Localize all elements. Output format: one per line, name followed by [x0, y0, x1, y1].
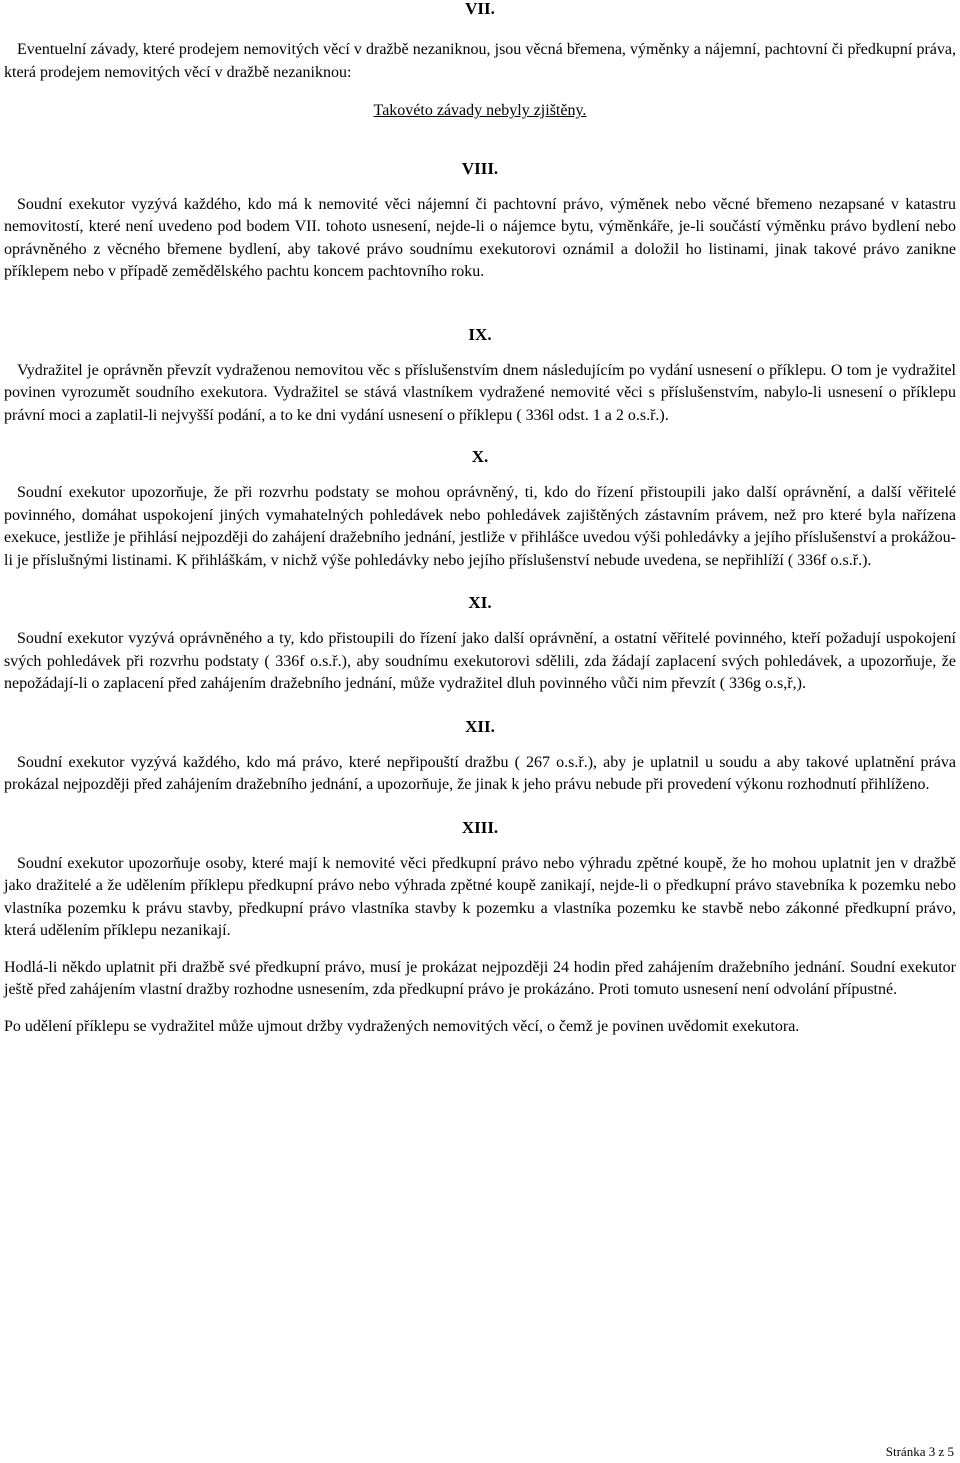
section-ix-paragraph: Vydražitel je oprávněn převzít vydraženou nemovitou věc s příslušenstvím dnem následujícím po vydání usnesení o příklepu. O tom je vydražitel povinen vyrozumět soudního exekutora. Vydražitel se stává vlastníkem vydražené nemovité věci s příslušenstvím, nabylo-li usnesení o příklepu právní moci a zaplatil-li nejvyšší podání, a to ke dni vydání usnesení o příklepu ( 336l odst. 1 a 2 o.s.ř.).: [4, 361, 956, 424]
section-ix: [4, 324, 956, 428]
section-heading-viii: VIII.: [461, 158, 499, 178]
section-xii-paragraph: Soudní exekutor vyzývá každého, kdo má právo, které nepřipouští dražbu ( 267 o.s.ř.), aby je uplatnil u soudu a aby takové uplatnění práva prokázal nejpozději před zahájením dražebního jednání, a upozorňuje, že jinak k jeho právu nebude při provedení výkonu rozhodnutí přihlíženo.: [4, 753, 956, 793]
section-heading-vii: VII.: [465, 0, 495, 18]
section-x: [4, 446, 956, 572]
section-xi: [4, 592, 956, 696]
page-number-footer: Stránka 3 z 5: [885, 1444, 954, 1459]
section-heading-ix: IX.: [468, 324, 492, 344]
section-viii-paragraph: Soudní exekutor vyzývá každého, kdo má k nemovité věci nájemní či pachtovní právo, výměnek nebo věcné břemeno nezapsané v katastru nemovitostí, které není uvedeno pod bodem VII. tohoto usnesení, nejde-li o nájemce bytu, výměnkáře, je-li součástí výměnku právo bydlení nebo oprávněného z věcného břemene bydlení, aby takové právo soudnímu exekutorovi oznámil a doložil ho listinami, jinak takové právo zanikne příklepem nebo v případě zemědělského pachtu koncem pachtovního roku.: [4, 195, 956, 280]
section-viii: [4, 158, 956, 284]
section-xiii-paragraph-1: Soudní exekutor upozorňuje osoby, které mají k nemovité věci předkupní právo nebo výhradu zpětné koupě, že ho mohou uplatnit jen v dražbě jako dražitelé a že udělením příklepu předkupní právo nebo výhrada zpětné koupě zanikají, nejde-li o předkupní právo stavebníka k pozemku nebo vlastníka pozemku k právu stavby, předkupní právo vlastníka stavby k pozemku a vlastníka pozemku ke stavbě nebo zákonné předkupní právo, která udělením příklepu nezanikají.: [4, 854, 956, 939]
section-xiii: [4, 817, 956, 1039]
section-vii-finding: Takovéto závady nebyly zjištěny.: [373, 102, 587, 119]
section-heading-xii: XII.: [465, 716, 495, 736]
section-heading-x: X.: [471, 447, 489, 466]
section-xi-paragraph: Soudní exekutor vyzývá oprávněného a ty, kdo přistoupili do řízení jako další oprávnění, a ostatní věřitelé povinného, kteří požadují uspokojení svých pohledávek při rozvrhu podstaty ( 336f o.s.ř.), aby soudnímu exekutorovi sdělili, zda žádají zaplacení svých pohledávek, a upozorňuje, že nepožádají-li o zaplacení před zahájením dražebního jednání, může vydražitel dluh povinného vůči nim převzít ( 336g o.s,ř,).: [4, 630, 956, 692]
section-x-paragraph: Soudní exekutor upozorňuje, že při rozvrhu podstaty se mohou oprávněný, ti, kdo do řízení přistoupili jako další oprávnění, a další věřitelé povinného, domáhat uspokojení jiných vymahatelných pohledávek nebo pohledávek zajištěných zástavním právem, než pro které byla nařízena exekuce, jestliže je přihlásí nejpozději do zahájení dražebního jednání, jestliže v přihlášce uvedou výši pohledávky a jejího příslušenství a prokážou-li je příslušnými listinami. K přihláškám, v nichž výše pohledávky nebo jejího příslušenství nebude uvedena, se nepřihlíží ( 336f o.s.ř.).: [4, 484, 956, 569]
section-vii-paragraph: Eventuelní závady, které prodejem nemovitých věcí v dražbě nezaniknou, jsou věcná břemena, výměnky a nájemní, pachtovní či předkupní práva, která prodejem nemovitých věcí v dražbě nezaniknou:: [4, 41, 956, 81]
section-vii: [4, 0, 956, 123]
document-page: [4, 0, 956, 1038]
section-xiii-paragraph-3: Po udělení příklepu se vydražitel může ujmout držby vydražených nemovitých věcí, o čemž je povinen uvědomit exekutora.: [4, 1017, 800, 1035]
section-heading-xiii: XIII.: [461, 817, 499, 837]
section-xiii-paragraph-2: Hodlá-li někdo uplatnit při dražbě své předkupní právo, musí je prokázat nejpozději 24 hodin před zahájením dražebního jednání. Soudní exekutor ještě před zahájením vlastní dražby rozhodne usnesením, zda předkupní právo je prokázáno. Proti tomuto usnesení není odvolání přípustné.: [4, 958, 956, 998]
section-heading-xi: XI.: [468, 593, 492, 612]
section-xii: [4, 716, 956, 797]
